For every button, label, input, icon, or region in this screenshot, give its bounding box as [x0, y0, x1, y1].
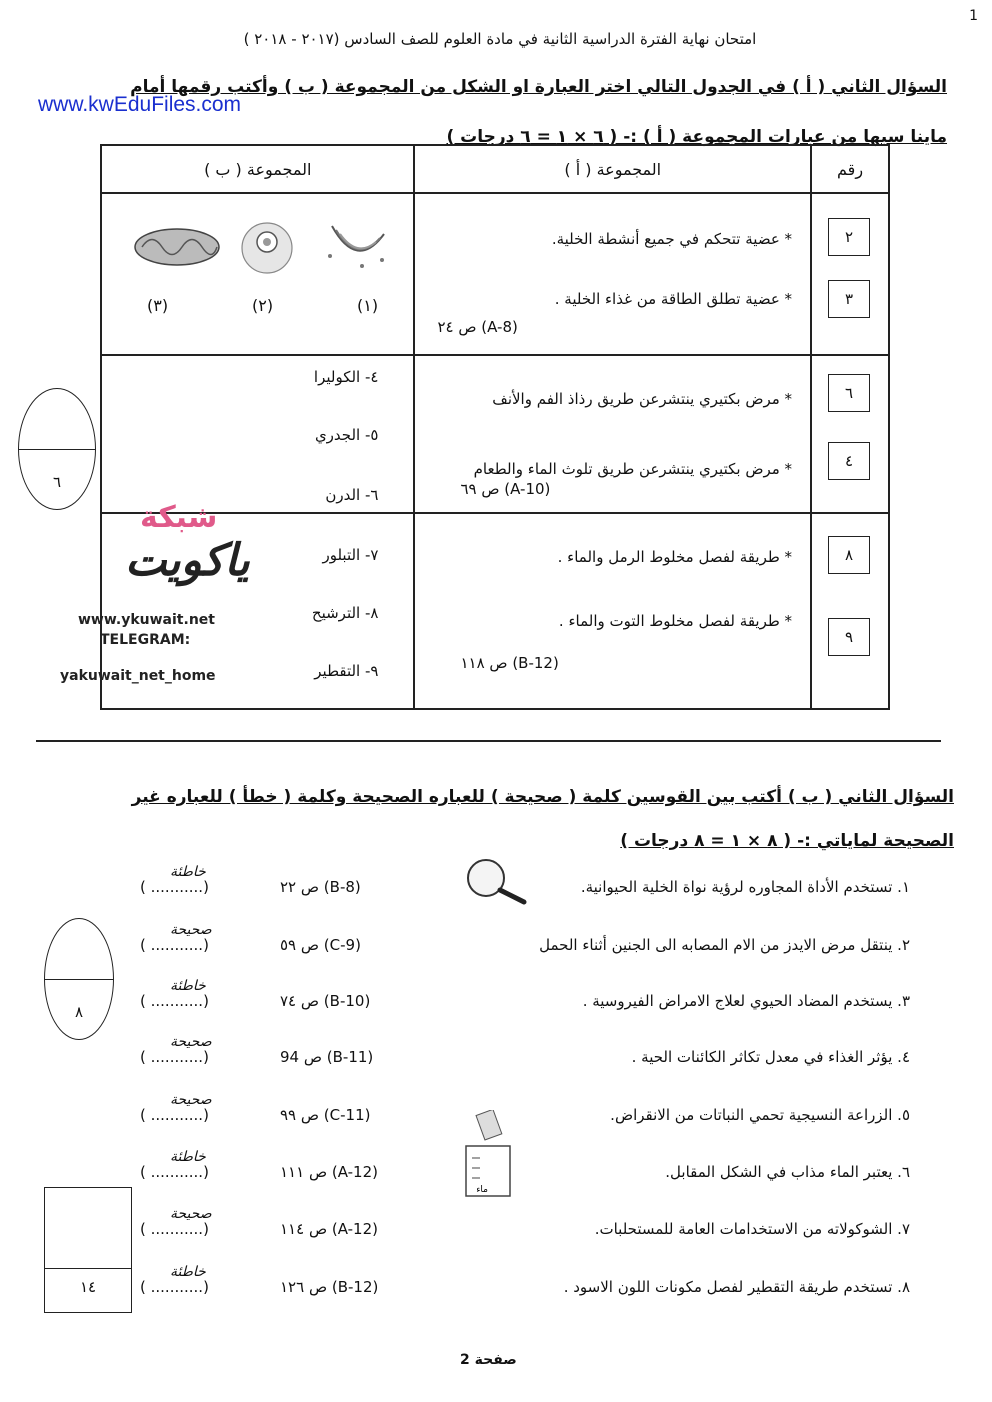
logo-network: شبكة — [140, 500, 218, 535]
statement: * مرض بكتيري ينتشرعن طريق تلوث الماء والطعام — [473, 460, 793, 478]
b-item: ٥- الجدري — [314, 426, 379, 444]
tf-statement: ٢. ينتقل مرض الايدز من الام المصابه الى الجنين أثناء الحمل — [539, 936, 910, 954]
page-ref: ص ١١٨ (B-12) — [460, 654, 559, 672]
page-number: صفحة 2 — [460, 1352, 517, 1368]
tf-statement: ٣. يستخدم المضاد الحيوي لعلاج الامراض الفيروسية . — [582, 992, 910, 1010]
col-number-header: رقم — [811, 145, 889, 193]
score-oval-a — [18, 388, 96, 510]
corner-mark: 1 — [969, 8, 978, 24]
tf-statement: ٨. تستخدم طريقة التقطير لفصل مكونات اللون الاسود . — [563, 1278, 910, 1296]
tf-statement: ١. تستخدم الأداة المجاوره لرؤية نواة الخلية الحيوانية. — [580, 878, 910, 896]
exam-title: امتحان نهاية الفترة الدراسية الثانية في مادة العلوم للصف السادس (٢٠١٧ - ٢٠١٨ ) — [243, 30, 757, 48]
page-ref: ص 94 (B-11) — [280, 1048, 374, 1066]
logo-handle: yakuwait_net_home — [60, 668, 216, 684]
beaker-icon — [458, 1110, 528, 1200]
answer-box[interactable]: ٨ — [828, 536, 870, 574]
answer-bracket[interactable]: ( ...........) — [140, 1163, 209, 1181]
tf-item — [130, 1264, 910, 1308]
page-ref: ص ٢٢ (B-8) — [280, 878, 361, 896]
statement: * عضية تطلق الطاقة من غذاء الخلية . — [554, 290, 793, 308]
b-item: ٦- الدرن — [325, 486, 379, 504]
page-ref: ص ١١١ (A-12) — [280, 1163, 378, 1181]
number-cell — [811, 193, 889, 355]
page-ref: ص ٦٩ (A-10) — [460, 480, 551, 498]
table-row — [101, 355, 889, 513]
answer-word: صحيحة — [170, 922, 212, 938]
ykuwait-logo — [60, 500, 260, 700]
group-a-cell — [414, 513, 811, 709]
answer-word: صحيحة — [170, 1034, 212, 1050]
page-ref: ص ١١٤ (A-12) — [280, 1220, 378, 1238]
answer-word: خاطئة — [170, 864, 206, 880]
tf-statement: ٥. الزراعة النسيجية تحمي النباتات من الانقراض. — [610, 1106, 910, 1124]
question-b-line2: الصحيحة لماياتي :- ( ٨ × ١ = ٨ درجات ) — [620, 831, 954, 851]
statement: * طريقة لفصل مخلوط التوت والماء . — [558, 612, 793, 630]
question-b-heading — [34, 775, 954, 863]
page-ref: ص ٥٩ (C-9) — [280, 936, 361, 954]
tf-item — [130, 1034, 910, 1078]
question-a-line1: السؤال الثاني ( أ ) في الجدول التالي اختر العبارة او الشكل من المجموعة ( ب ) وأكتب رقمها أمام — [130, 77, 947, 97]
score-value: ٦ — [52, 473, 62, 491]
page-ref: ص ٢٤ (A-8) — [437, 318, 518, 336]
statement: * مرض بكتيري ينتشرعن طريق رذاذ الفم والأنف — [492, 390, 793, 408]
tf-statement: ٤. يؤثر الغذاء في معدل تكاثر الكائنات الحية . — [631, 1048, 910, 1066]
group-a-cell — [414, 355, 811, 513]
logo-telegram: TELEGRAM: — [100, 632, 191, 648]
question-a-line2: ماينا سبها من عبارات المجموعة ( أ ) :- ( ٦ × ١ = ٦ درجات ) — [446, 127, 947, 147]
tf-statement: ٧. الشوكولاته من الاستخدامات العامة للمستحلبات. — [594, 1220, 910, 1238]
score-oval-b — [44, 918, 114, 1040]
answer-bracket[interactable]: ( ...........) — [140, 992, 209, 1010]
answer-word: خاطئة — [170, 1264, 206, 1280]
b-label-3: (٣) — [147, 296, 169, 315]
answer-bracket[interactable]: ( ...........) — [140, 878, 209, 896]
col-group-a-header: المجموعة ( أ ) — [414, 145, 811, 193]
b-item: ٨- الترشيح — [311, 604, 379, 622]
beaker-label: ماء — [476, 1185, 488, 1195]
b-item: ٩- التقطير — [314, 662, 379, 680]
nucleus-cell-icon — [237, 216, 297, 276]
b-label-1: (١) — [357, 296, 379, 315]
tf-item — [130, 978, 910, 1022]
answer-box[interactable]: ٩ — [828, 618, 870, 656]
tf-statement: ٦. يعتبر الماء مذاب في الشكل المقابل. — [665, 1163, 910, 1181]
answer-box[interactable]: ٢ — [828, 218, 870, 256]
statement: * عضية تتحكم في جميع أنشطة الخلية. — [551, 230, 793, 248]
total-score: ١٤ — [79, 1278, 97, 1296]
answer-box[interactable]: ٦ — [828, 374, 870, 412]
page-ref: ص ٧٤ (B-10) — [280, 992, 371, 1010]
group-b-cell — [101, 355, 414, 513]
page-ref: ص ١٢٦ (B-12) — [280, 1278, 379, 1296]
group-b-cell — [101, 193, 414, 355]
group-a-cell — [414, 193, 811, 355]
tf-item — [130, 922, 910, 966]
section-divider — [36, 740, 941, 742]
b-item: ٧- التبلور — [322, 546, 379, 564]
tf-item — [130, 1206, 910, 1250]
answer-word: خاطئة — [170, 978, 206, 994]
page-ref: ص ٩٩ (C-11) — [280, 1106, 371, 1124]
answer-bracket[interactable]: ( ...........) — [140, 1048, 209, 1066]
b-label-2: (٢) — [252, 296, 274, 315]
logo-site: www.ykuwait.net — [78, 612, 215, 628]
table-row — [101, 193, 889, 355]
watermark-site: www.kwEduFiles.com — [38, 93, 242, 116]
b-item: ٤- الكوليرا — [313, 368, 379, 386]
total-score-box — [44, 1187, 132, 1313]
answer-box[interactable]: ٤ — [828, 442, 870, 480]
number-cell — [811, 355, 889, 513]
statement: * طريقة لفصل مخلوط الرمل والماء . — [557, 548, 793, 566]
answer-bracket[interactable]: ( ...........) — [140, 936, 209, 954]
mitochondria-icon — [132, 222, 222, 272]
col-group-b-header: المجموعة ( ب ) — [101, 145, 414, 193]
answer-bracket[interactable]: ( ...........) — [140, 1220, 209, 1238]
magnifier-icon — [462, 856, 532, 906]
answer-word: صحيحة — [170, 1206, 212, 1222]
answer-bracket[interactable]: ( ...........) — [140, 1278, 209, 1296]
answer-word: صحيحة — [170, 1092, 212, 1108]
logo-name: ياكويت — [125, 535, 250, 586]
question-b-line1: السؤال الثاني ( ب ) أكتب بين القوسين كلمة ( صحيحة ) للعباره الصحيحة وكلمة ( خطأ ) للعباره غير — [131, 787, 954, 807]
score-value: ٨ — [74, 1003, 84, 1021]
answer-bracket[interactable]: ( ...........) — [140, 1106, 209, 1124]
answer-box[interactable]: ٣ — [828, 280, 870, 318]
answer-word: خاطئة — [170, 1149, 206, 1165]
number-cell — [811, 513, 889, 709]
golgi-icon — [322, 216, 392, 276]
